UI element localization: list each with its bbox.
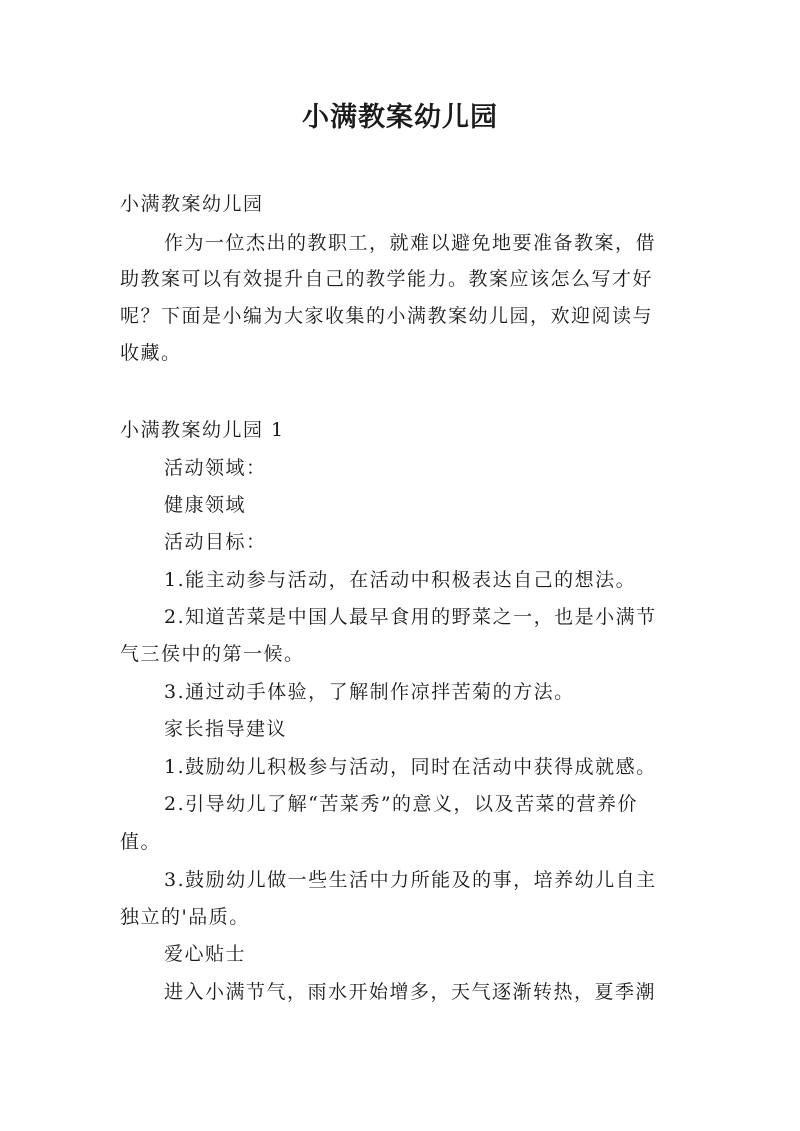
list-item: 2.引导幼儿了解“苦菜秀”的意义，以及苦菜的营养价 (164, 793, 639, 815)
paragraph-line: 活动领域： (164, 457, 267, 479)
section-heading: 小满教案幼儿园 1 (120, 419, 285, 441)
list-item: 2.知道苦菜是中国人最早食用的野菜之一，也是小满节 (164, 606, 657, 628)
section-heading: 小满教案幼儿园 (120, 193, 264, 215)
paragraph-line: 健康领域 (164, 494, 247, 516)
list-item: 1.鼓励幼儿积极参与活动，同时在活动中获得成就感。 (164, 756, 657, 778)
paragraph-line: 气三侯中的第一候。 (120, 643, 305, 665)
paragraph-line: 收藏。 (120, 342, 182, 364)
paragraph-line: 进入小满节气，雨水开始增多，天气逐渐转热，夏季潮 (164, 981, 657, 1003)
document-title: 小满教案幼儿园 (302, 102, 498, 133)
paragraph-line: 独立的'品质。 (120, 906, 250, 928)
paragraph-line: 家长指导建议 (164, 718, 288, 740)
list-item: 3.通过动手体验，了解制作凉拌苦菊的方法。 (164, 681, 575, 703)
paragraph-line: 助教案可以有效提升自己的教学能力。教案应该怎么写才好 (120, 268, 654, 290)
paragraph-line: 爱心贴士 (164, 943, 247, 965)
paragraph-line: 值。 (120, 831, 162, 853)
paragraph-line: 作为一位杰出的教职工，就难以避免地要准备教案，借 (164, 232, 657, 254)
list-item: 3.鼓励幼儿做一些生活中力所能及的事，培养幼儿自主 (164, 869, 657, 891)
paragraph-line: 活动目标： (164, 531, 267, 553)
list-item: 1.能主动参与活动，在活动中积极表达自己的想法。 (164, 569, 637, 591)
paragraph-line: 呢？下面是小编为大家收集的小满教案幼儿园，欢迎阅读与 (120, 305, 654, 327)
